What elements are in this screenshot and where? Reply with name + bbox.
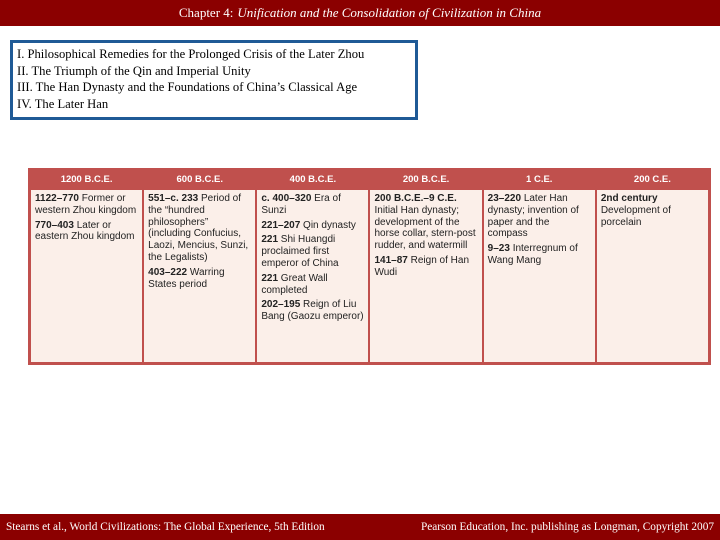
timeline-entry-date: 551–c. 233 [148, 193, 199, 204]
header-bar [0, 0, 720, 26]
outline-item: III. The Han Dynasty and the Foundations of China’s Classical Age [17, 80, 358, 94]
timeline-entry-text: Period of the “hundred philosophers” (including Confucius, Laozi, Mencius, Sunzi, the Legalists) [148, 193, 249, 263]
timeline-entry [35, 220, 138, 244]
timeline-entry-text: Initial Han dynasty; development of the horse collar, stern-post rudder, and watermill [374, 204, 476, 252]
timeline-entry-text: Shi Huangdi proclaimed first emperor of China [261, 234, 339, 269]
timeline-cell [370, 190, 481, 362]
timeline-cell [144, 190, 255, 362]
timeline-entry [261, 234, 364, 269]
timeline-entry-date: 9–23 [487, 243, 510, 255]
timeline-entry-text: Later Han dynasty; invention of paper and the compass [487, 193, 579, 240]
timeline-entry [148, 193, 251, 264]
timeline-entry-text: Former or western Zhou kingdom [35, 193, 137, 216]
timeline-entry-text: Interregnum of Wang Mang [487, 243, 578, 266]
timeline-entry-date: 200 B.C.E.–9 C.E. [374, 193, 457, 204]
timeline-entry-date: 221 [261, 234, 279, 246]
timeline-entry [261, 299, 364, 323]
timeline-header: 600 B.C.E. [144, 171, 255, 188]
timeline-entry [374, 255, 477, 279]
timeline-entry-text: Great Wall completed [261, 272, 328, 296]
timeline-header: 1 C.E. [484, 171, 595, 188]
timeline-header: 200 C.E. [597, 171, 708, 188]
timeline-entry [374, 193, 477, 252]
timeline-entry-text: Era of Sunzi [261, 193, 341, 216]
timeline-header: 400 B.C.E. [257, 171, 368, 188]
timeline-entry-text: Qin dynasty [303, 219, 356, 231]
timeline-entry-date: 403–222 [148, 266, 188, 278]
timeline-entry [261, 273, 364, 297]
outline-item: II. The Triumph of the Qin and Imperial Unity [17, 63, 251, 78]
timeline-entry-text: Later or eastern Zhou kingdom [35, 219, 135, 243]
timeline-entry [148, 267, 251, 291]
chapter-subtitle: Unification and the Consolidation of Civilization in China [237, 5, 542, 20]
timeline-entry [35, 193, 138, 217]
timeline-entry-text: Development of porcelain [600, 204, 671, 228]
timeline-entry-date: 770–403 [35, 219, 74, 231]
timeline-entry-text: Reign of Han Wudi [374, 254, 470, 278]
timeline-header: 200 B.C.E. [370, 171, 481, 188]
timeline-entry-date: 202–195 [261, 299, 301, 311]
timeline-entry-date: 221–207 [261, 219, 301, 231]
timeline-cell [484, 190, 595, 362]
timeline-entry [261, 220, 364, 232]
timeline-entry [488, 243, 591, 267]
timeline-entry-date: 141–87 [374, 254, 408, 266]
timeline-cell [597, 190, 708, 362]
footer-bar [0, 514, 720, 540]
footer-copyright: Pearson Education, Inc. publishing as Longman, Copyright 2007 [420, 521, 714, 533]
timeline-cell [31, 190, 142, 362]
timeline-entry-date: c. 400–320 [261, 193, 312, 204]
outline-box [10, 40, 418, 120]
timeline-cell [257, 190, 368, 362]
timeline-entry [601, 193, 704, 228]
chapter-label: Chapter 4: [178, 5, 234, 20]
timeline-table [28, 168, 711, 365]
outline-item: I. Philosophical Remedies for the Prolonged Crisis of the Later Zhou [17, 47, 365, 61]
timeline-grid [31, 171, 708, 362]
timeline-header: 1200 B.C.E. [31, 171, 142, 188]
footer-citation: Stearns et al., World Civilizations: The Global Experience, 5th Edition [6, 521, 325, 533]
timeline-entry-date: 1122–770 [35, 193, 79, 204]
outline-item: IV. The Later Han [17, 96, 109, 111]
timeline-entry-text: Warring States period [148, 266, 225, 290]
timeline-entry-date: 221 [261, 272, 279, 284]
timeline-entry [261, 193, 364, 217]
timeline-entry-text: Reign of Liu Bang (Gaozu emperor) [261, 299, 364, 323]
timeline-entry-date: 23–220 [487, 193, 522, 204]
timeline-entry [488, 193, 591, 240]
timeline-entry-date: 2nd century [600, 193, 658, 204]
